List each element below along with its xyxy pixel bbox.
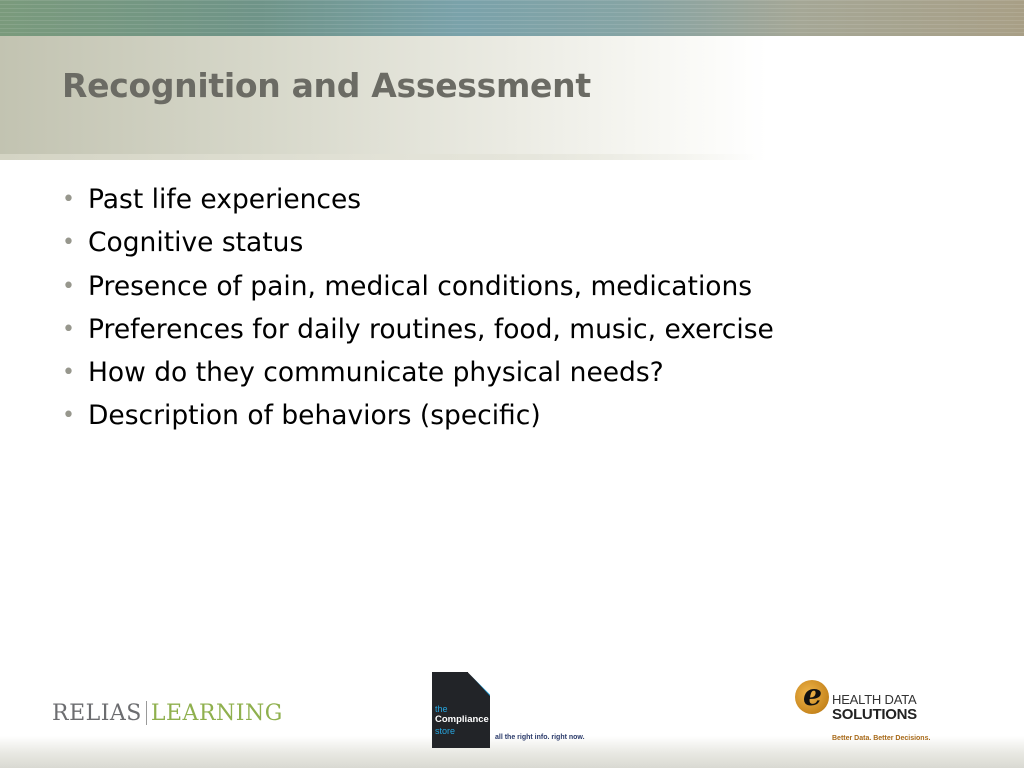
bullet-item [60, 308, 774, 351]
bullet-icon: • [62, 316, 75, 342]
bullet-text: Past life experiences [88, 184, 362, 215]
bullet-item [60, 351, 774, 394]
ehealth-logo-line1: HEALTH DATA [832, 692, 917, 707]
compliance-logo-line3: store [435, 726, 456, 736]
ehealth-logo-line2: SOLUTIONS [832, 706, 917, 723]
bullet-item [60, 178, 774, 221]
bullet-icon: • [62, 273, 75, 299]
bullet-text: Preferences for daily routines, food, music, exercise [88, 313, 774, 345]
compliance-store-logo [432, 672, 490, 748]
bullet-icon: • [62, 360, 75, 386]
logo-separator [146, 701, 147, 725]
relias-learning-logo [52, 700, 283, 726]
learning-logo-text: LEARNING [150, 700, 283, 726]
header-divider [0, 154, 760, 160]
bullet-icon: • [62, 403, 75, 429]
slide-title: Recognition and Assessment [62, 66, 591, 105]
bullet-text: Description of behaviors (specific) [88, 400, 541, 432]
bullet-item [60, 265, 774, 308]
ehealth-tagline: Better Data. Better Decisions. [832, 735, 931, 742]
ehealth-e-icon: e [795, 680, 829, 714]
compliance-logo-line1: the [435, 704, 448, 714]
bullet-icon: • [62, 187, 75, 212]
compliance-tagline: all the right info. right now. [495, 734, 585, 741]
compliance-logo-line2: Compliance [435, 714, 489, 725]
bullet-item [60, 221, 774, 264]
bullet-list [60, 178, 774, 438]
bullet-item [60, 394, 774, 437]
bullet-text: Cognitive status [88, 227, 304, 259]
bullet-icon: • [62, 230, 75, 256]
bullet-text: How do they communicate physical needs? [88, 357, 664, 389]
relias-logo-text: RELIAS [52, 700, 142, 726]
top-decorative-band [0, 0, 1024, 36]
bullet-text: Presence of pain, medical conditions, medications [88, 270, 753, 302]
